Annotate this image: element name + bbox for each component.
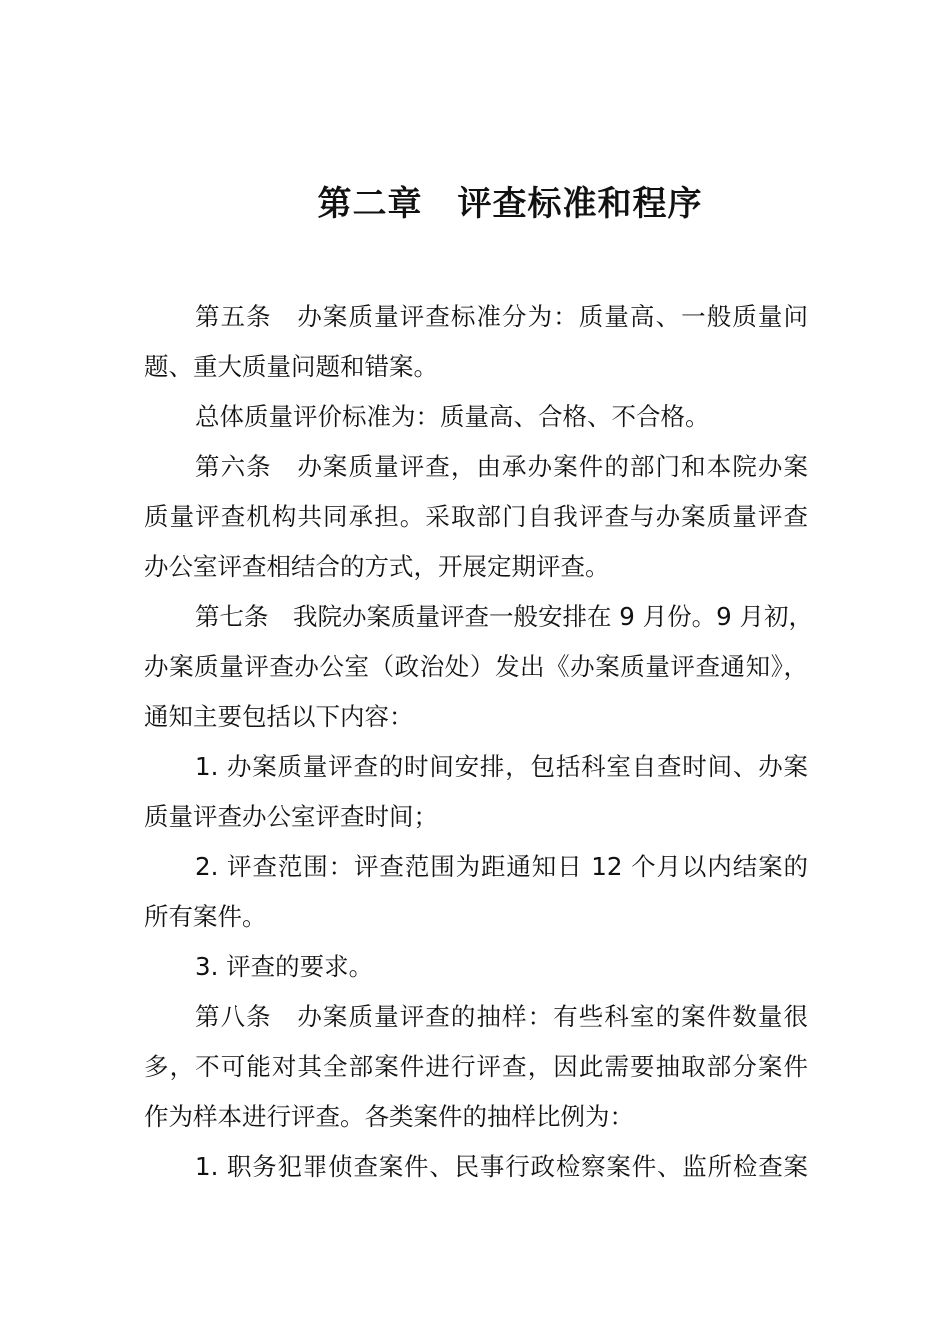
text-line: 题、重大质量问题和错案。 xyxy=(144,352,438,381)
text-line: 3. 评查的要求。 xyxy=(195,952,374,981)
text-line: 第七条 我院办案质量评查一般安排在 9 月份。9 月初， xyxy=(195,602,814,631)
text-line: 质量评查办公室评查时间； xyxy=(144,802,438,831)
text-line: 作为样本进行评查。各类案件的抽样比例为： xyxy=(144,1102,634,1131)
text-line: 通知主要包括以下内容： xyxy=(144,702,414,731)
text-line: 办公室评查相结合的方式，开展定期评查。 xyxy=(144,552,610,581)
text-line: 办案质量评查办公室（政治处）发出《办案质量评查通知》， xyxy=(144,652,808,681)
text-line: 2. 评查范围：评查范围为距通知日 12 个月以内结案的 xyxy=(195,852,808,881)
text-line: 第六条 办案质量评查，由承办案件的部门和本院办案 xyxy=(195,452,808,481)
text-line: 第八条 办案质量评查的抽样：有些科室的案件数量很 xyxy=(195,1002,808,1031)
text-line: 第五条 办案质量评查标准分为：质量高、一般质量问 xyxy=(195,302,808,331)
document-body xyxy=(144,292,814,1192)
text-line: 1. 职务犯罪侦查案件、民事行政检察案件、监所检查案 xyxy=(195,1152,808,1181)
text-line: 所有案件。 xyxy=(144,902,267,931)
text-line: 质量评查机构共同承担。采取部门自我评查与办案质量评查 xyxy=(144,502,808,531)
text-line: 总体质量评价标准为：质量高、合格、不合格。 xyxy=(195,402,710,431)
text-line: 多，不可能对其全部案件进行评查，因此需要抽取部分案件 xyxy=(144,1052,808,1081)
text-line: 1. 办案质量评查的时间安排，包括科室自查时间、办案 xyxy=(195,752,808,781)
chapter-title: 第二章 评查标准和程序 xyxy=(317,184,703,224)
